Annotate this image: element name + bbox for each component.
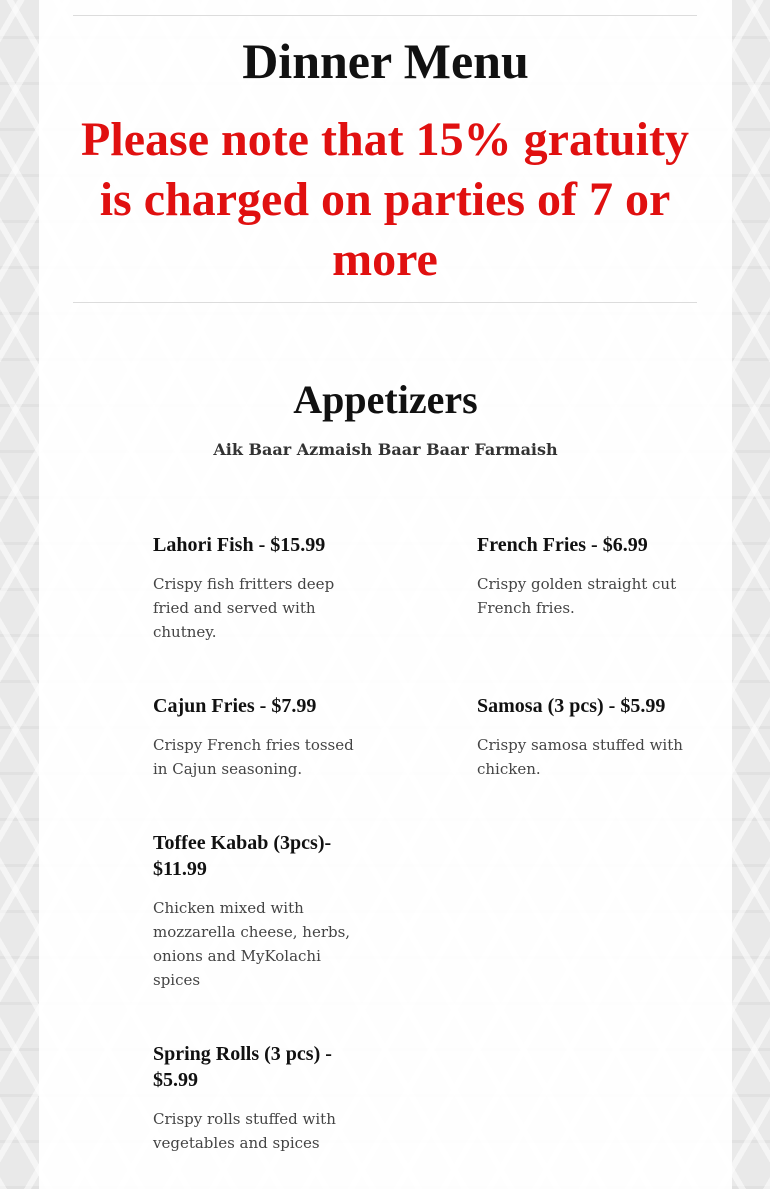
item-name: French Fries - $6.99	[477, 534, 648, 556]
item-description: Chicken mixed with mozzarella cheese, herbs, onions and MyKolachi spices	[153, 899, 351, 989]
menu-item-french-fries	[477, 532, 692, 620]
menu-item-spring-rolls	[153, 1041, 368, 1155]
item-name: Cajun Fries - $7.99	[153, 695, 317, 717]
item-description: Crispy French fries tossed in Cajun seasoning.	[153, 736, 354, 778]
section-subtitle: Aik Baar Azmaish Baar Baar Farmaish	[213, 440, 558, 459]
menu-title: Dinner Menu	[242, 33, 529, 89]
item-description: Crispy samosa stuffed with chicken.	[477, 736, 683, 778]
menu-item-cajun-fries	[153, 693, 368, 781]
item-description: Crispy fish fritters deep fried and served with chutney.	[153, 575, 335, 641]
item-name: Lahori Fish - $15.99	[153, 534, 326, 556]
menu-item-toffee-kabab	[153, 830, 368, 992]
item-description: Crispy golden straight cut French fries.	[477, 575, 677, 617]
item-name: Samosa (3 pcs) - $5.99	[477, 695, 666, 717]
item-name: Toffee Kabab (3pcs)- $11.99	[153, 832, 332, 880]
notice-divider	[73, 302, 697, 303]
gratuity-notice: Please note that 15% gratuity is charged on parties of 7 or more	[81, 113, 689, 286]
menu-item-samosa	[477, 693, 692, 781]
item-description: Crispy rolls stuffed with vegetables and spices	[153, 1110, 336, 1152]
top-divider	[73, 15, 697, 16]
menu-item-lahori-fish	[153, 532, 368, 644]
item-name: Spring Rolls (3 pcs) - $5.99	[153, 1043, 332, 1091]
section-title: Appetizers	[293, 377, 478, 422]
